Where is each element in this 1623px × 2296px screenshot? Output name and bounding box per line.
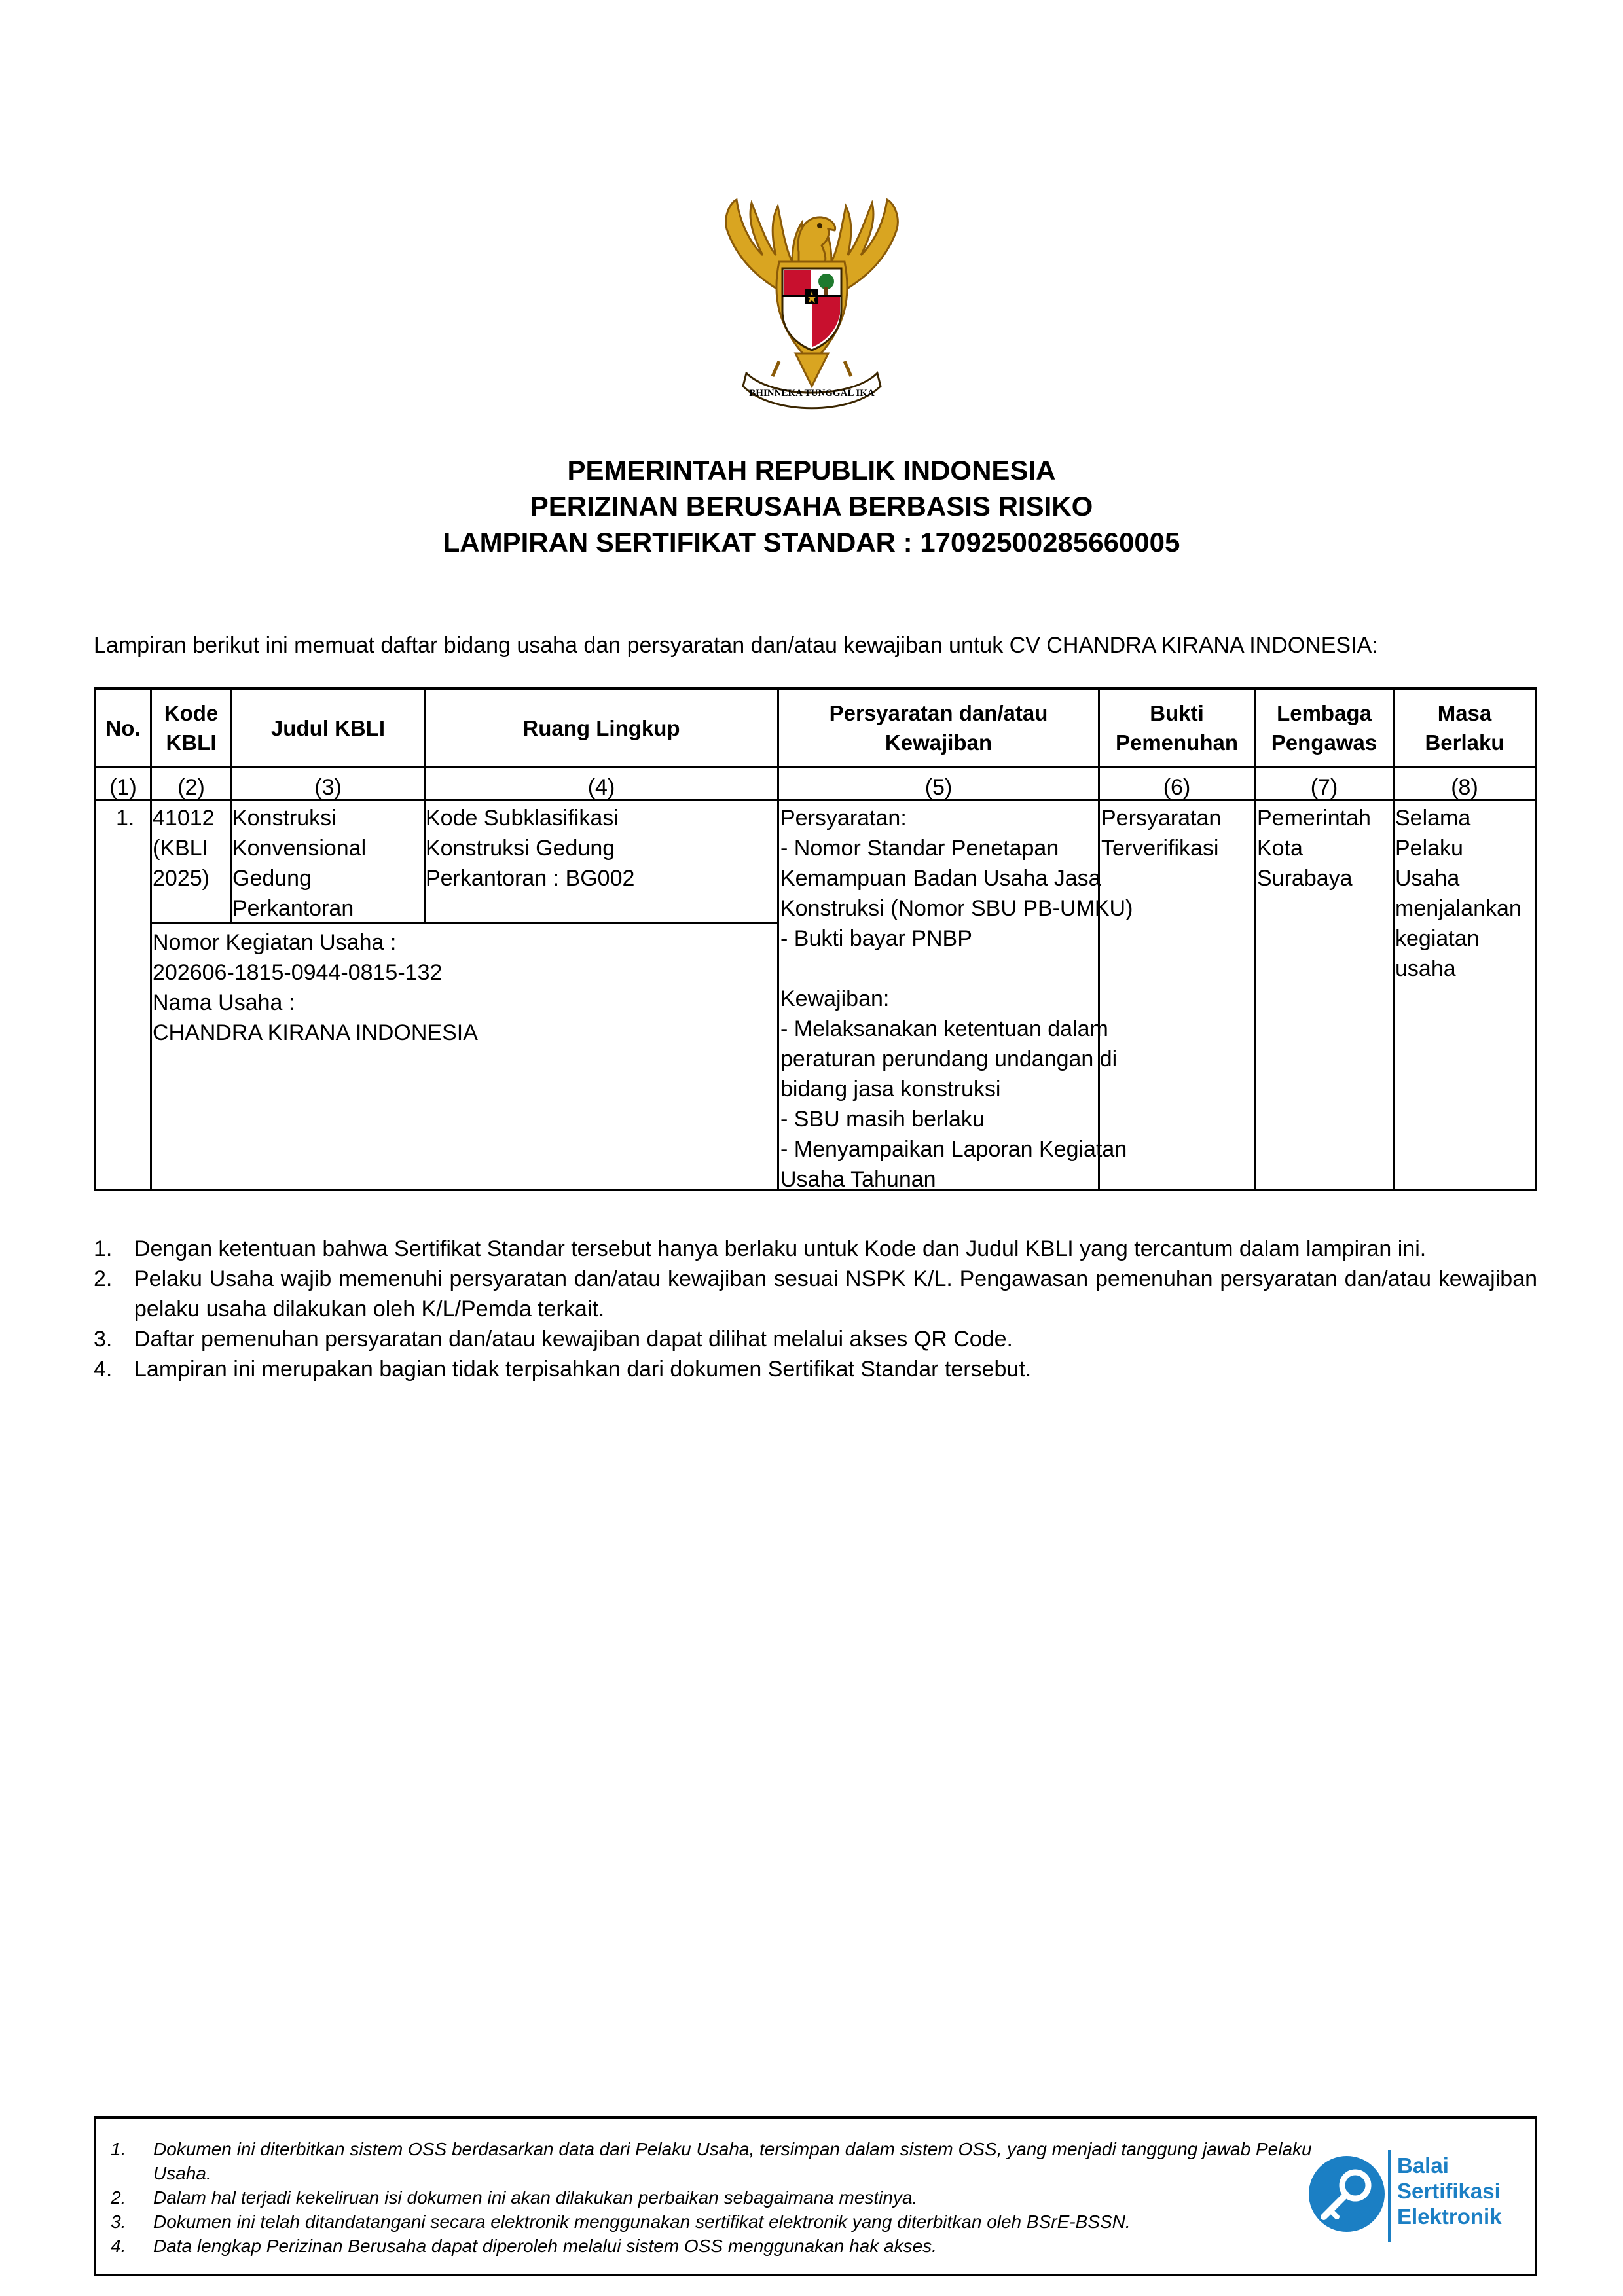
heading-line-3: LAMPIRAN SERTIFIKAT STANDAR : 17092500285660005 (443, 527, 1180, 558)
footer-item (111, 2234, 1341, 2258)
notes-list (94, 1234, 1537, 1384)
persyaratan-line: - Nomor Standar Penetapan (780, 836, 1059, 861)
bsre-text (1397, 2153, 1502, 2229)
persyaratan-line: Persyaratan: (780, 806, 907, 831)
persyaratan-line: - Bukti bayar PNBP (780, 926, 972, 951)
masa-line: Pelaku (1395, 836, 1463, 861)
footer-item (111, 2137, 1341, 2185)
row-ruang-lingkup (426, 803, 634, 893)
blank-line (780, 954, 1133, 984)
footer-text: Dalam hal terjadi kekeliruan isi dokumen ini akan dilakukan perbaikan sebagaimana mestinya. (153, 2187, 918, 2208)
lembaga-line: Pemerintah (1257, 806, 1371, 831)
bsre-line: Elektronik (1397, 2204, 1502, 2229)
header-persyaratan: Persyaratan dan/atau Kewajiban (829, 701, 1048, 755)
footer-number: 3. (111, 2212, 126, 2232)
persyaratan-line: Konstruksi (Nomor SBU PB-UMKU) (780, 896, 1133, 921)
header-kode-line1: Kode (164, 701, 219, 725)
persyaratan-line: - Menyampaikan Laporan Kegiatan (780, 1137, 1127, 1162)
row-judul-kbli (232, 803, 366, 924)
kegiatan-line: CHANDRA KIRANA INDONESIA (153, 1020, 478, 1045)
note-number: 2. (94, 1266, 113, 1291)
note-item (94, 1264, 1537, 1324)
footer-text: Dokumen ini telah ditandatangani secara elektronik menggunakan sertifikat elektronik yang diterbitkan oleh BSrE-BSSN. (153, 2212, 1131, 2232)
note-item (94, 1234, 1537, 1264)
kode-line: (KBLI (153, 836, 209, 861)
note-number: 4. (94, 1357, 113, 1382)
note-text: Daftar pemenuhan persyaratan dan/atau kewajiban dapat dilihat melalui akses QR Code. (134, 1327, 1013, 1352)
note-number: 1. (94, 1236, 113, 1261)
persyaratan-line: bidang jasa konstruksi (780, 1077, 1001, 1102)
note-number: 3. (94, 1327, 113, 1352)
emblem-ribbon-text: BHINNEKA TUNGGAL IKA (749, 388, 875, 399)
masa-line: usaha (1395, 956, 1456, 981)
header-bukti-line1: Bukti (1150, 701, 1204, 725)
column-number: (2) (177, 775, 205, 800)
row-bukti-pemenuhan (1101, 803, 1221, 863)
kegiatan-line: Nama Usaha : (153, 990, 295, 1015)
header-lembaga-pengawas (1256, 690, 1393, 766)
bsre-key-icon (1304, 2151, 1389, 2236)
bsre-logo (1304, 2145, 1530, 2253)
lembaga-line: Kota (1257, 836, 1303, 861)
column-number: (3) (314, 775, 342, 800)
footer-number: 1. (111, 2139, 126, 2159)
masa-line: Selama (1395, 806, 1471, 831)
kegiatan-line: Nomor Kegiatan Usaha : (153, 930, 397, 955)
persyaratan-line: - Melaksanakan ketentuan dalam (780, 1016, 1108, 1041)
header-no: No. (105, 715, 141, 740)
judul-line: Konstruksi (232, 806, 337, 831)
ruang-line: Perkantoran : BG002 (426, 866, 635, 891)
header-kode-line2: KBLI (166, 730, 217, 755)
row-persyaratan-kewajiban (780, 803, 1133, 1194)
persyaratan-line: Usaha Tahunan (780, 1167, 936, 1192)
persyaratan-line: Kewajiban: (780, 986, 890, 1011)
ruang-line: Kode Subklasifikasi (426, 806, 619, 831)
masa-line: menjalankan (1395, 896, 1522, 921)
column-number: (4) (587, 775, 615, 800)
bukti-line: Persyaratan (1101, 806, 1222, 831)
note-item (94, 1354, 1537, 1384)
header-ruang-lingkup: Ruang Lingkup (522, 715, 680, 740)
header-bukti-line2: Pemenuhan (1115, 730, 1239, 755)
header-bukti-pemenuhan (1100, 690, 1254, 766)
bsre-line: Sertifikasi (1397, 2179, 1501, 2203)
note-text: Pelaku Usaha wajib memenuhi persyaratan dan/atau kewajiban sesuai NSPK K/L. Pengawasan pemenuhan persyaratan dan/atau kewajiban pelaku usaha dilakukan oleh K/L/Pemda terkait. (134, 1266, 1537, 1321)
lembaga-line: Surabaya (1257, 866, 1353, 891)
column-number: (6) (1163, 775, 1191, 800)
judul-line: Perkantoran (232, 896, 354, 921)
garuda-pancasila-emblem-icon (701, 190, 923, 432)
header-kode-kbli (152, 690, 230, 766)
header-lembaga-line1: Lembaga (1277, 701, 1372, 725)
judul-line: Konvensional (232, 836, 367, 861)
footer-number: 2. (111, 2187, 126, 2208)
intro-text: Lampiran berikut ini memuat daftar bidang usaha dan persyaratan dan/atau kewajiban untuk CV CHANDRA KIRANA INDONESIA: (94, 633, 1378, 658)
footer-item (111, 2185, 1341, 2210)
note-item (94, 1324, 1537, 1354)
footer-item (111, 2210, 1341, 2234)
kbli-table (94, 687, 1537, 1191)
header-masa-line1: Masa (1437, 701, 1492, 725)
row-masa-berlaku (1395, 803, 1522, 984)
bsre-divider (1388, 2150, 1391, 2242)
masa-line: kegiatan (1395, 926, 1480, 951)
kode-line: 2025) (153, 866, 210, 891)
bsre-line: Balai (1397, 2153, 1449, 2178)
bukti-line: Terverifikasi (1101, 836, 1219, 861)
persyaratan-line: peraturan perundang undangan di (780, 1047, 1118, 1071)
column-number: (8) (1451, 775, 1478, 800)
persyaratan-line: Kemampuan Badan Usaha Jasa (780, 866, 1101, 891)
column-number: (1) (109, 775, 137, 800)
row-kode-kbli (153, 803, 215, 893)
masa-line: Usaha (1395, 866, 1460, 891)
persyaratan-line: - SBU masih berlaku (780, 1107, 985, 1132)
header-judul-kbli: Judul KBLI (270, 715, 386, 740)
header-lembaga-line2: Pengawas (1271, 730, 1377, 755)
heading-line-2: PERIZINAN BERUSAHA BERBASIS RISIKO (530, 491, 1093, 522)
judul-line: Gedung (232, 866, 312, 891)
row-no: 1. (116, 806, 135, 831)
footer-number: 4. (111, 2236, 126, 2256)
column-number: (5) (924, 775, 953, 800)
header-masa-berlaku (1395, 690, 1535, 766)
row-kegiatan-usaha (153, 927, 478, 1048)
column-number: (7) (1310, 775, 1338, 800)
heading-line-1: PEMERINTAH REPUBLIK INDONESIA (567, 455, 1056, 486)
footer-list (111, 2137, 1341, 2258)
kode-line: 41012 (153, 806, 215, 831)
header-masa-line2: Berlaku (1425, 730, 1504, 755)
note-text: Dengan ketentuan bahwa Sertifikat Standar tersebut hanya berlaku untuk Kode dan Judul KBLI yang tercantum dalam lampiran ini. (134, 1236, 1427, 1261)
footer-disclaimer-box (94, 2116, 1537, 2276)
footer-text: Data lengkap Perizinan Berusaha dapat diperoleh melalui sistem OSS menggunakan hak akses. (153, 2236, 937, 2256)
footer-text: Dokumen ini diterbitkan sistem OSS berdasarkan data dari Pelaku Usaha, tersimpan dalam sistem OSS, yang menjadi tanggung jawab Pelaku Usaha. (153, 2139, 1312, 2183)
note-text: Lampiran ini merupakan bagian tidak terpisahkan dari dokumen Sertifikat Standar tersebut. (134, 1357, 1032, 1382)
kegiatan-line: 202606-1815-0944-0815-132 (153, 960, 443, 985)
row-lembaga-pengawas (1257, 803, 1371, 893)
ruang-line: Konstruksi Gedung (426, 836, 615, 861)
